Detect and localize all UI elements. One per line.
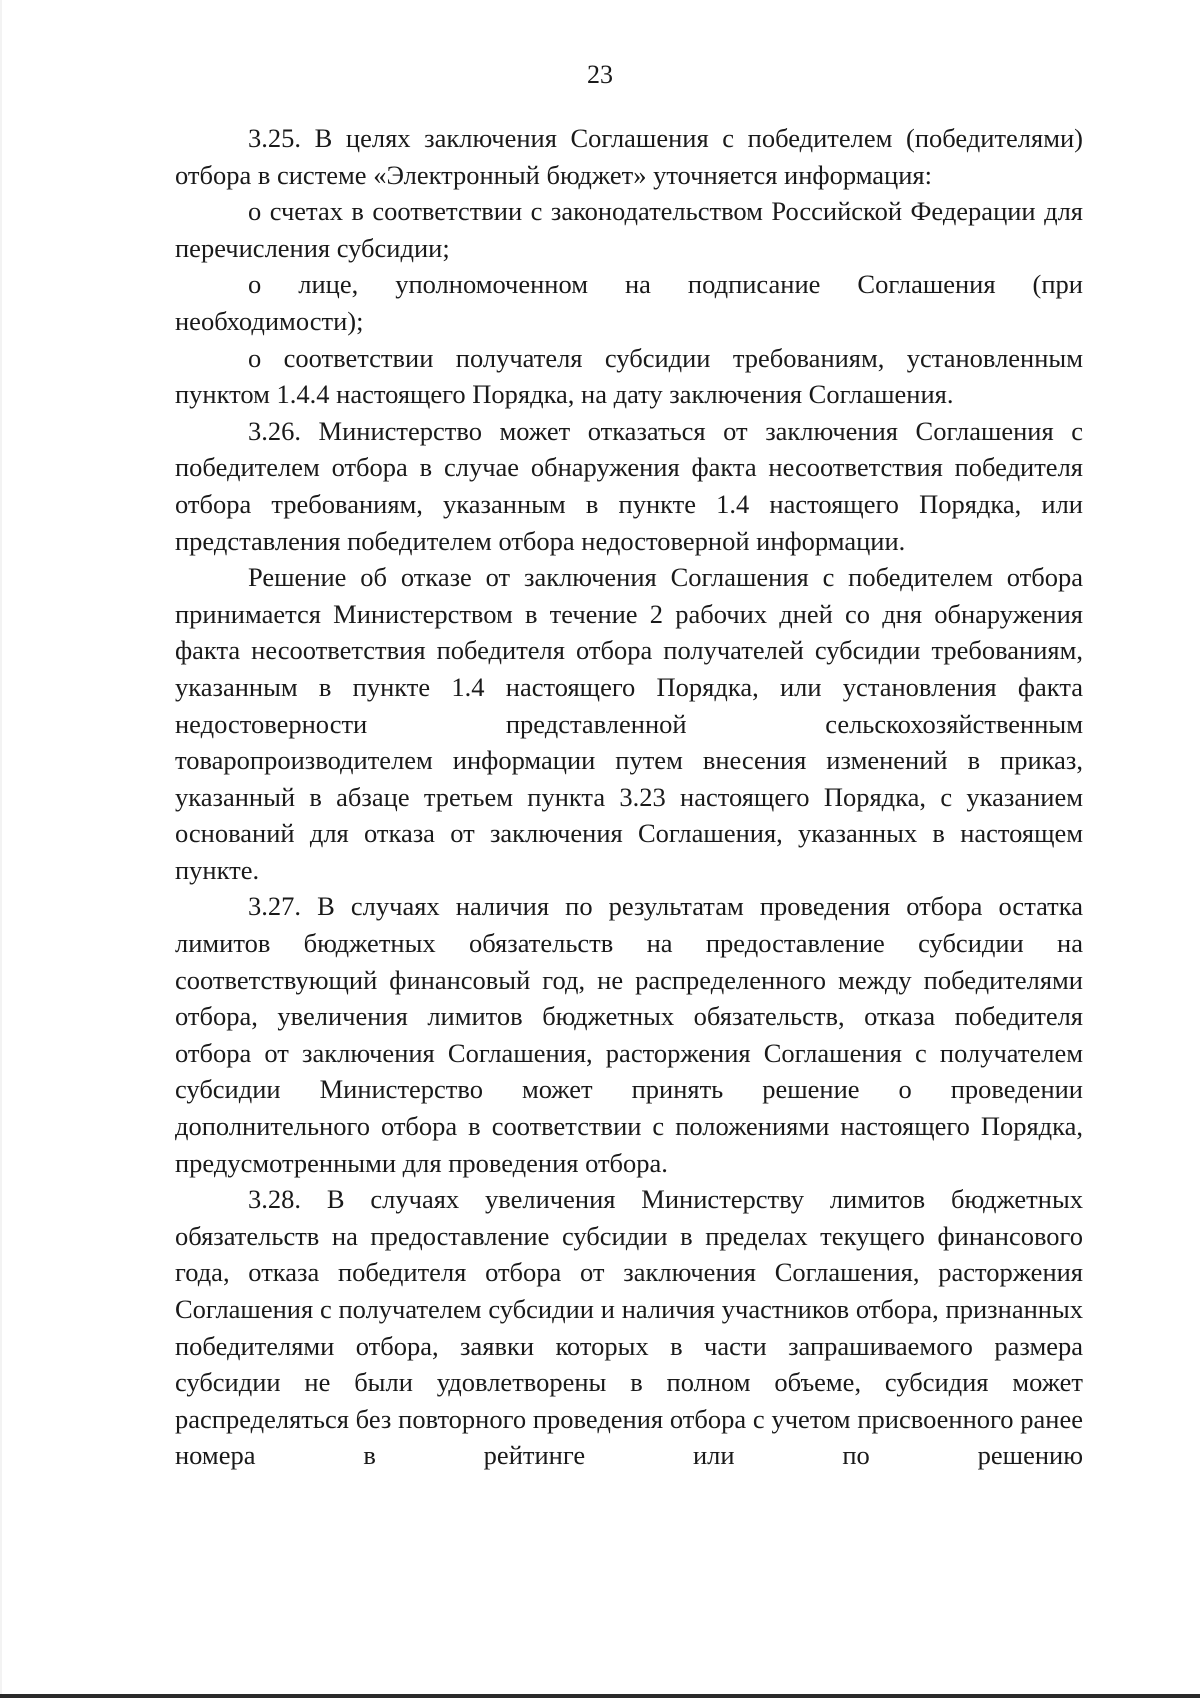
- paragraph-refusal-decision: Решение об отказе от заключения Соглашения с победителем отбора принимается Министерством в течение 2 рабочих дней со дня обнаружения факта несоответствия победителя отбора получателей субсидии требованиям, указанным в пункте 1.4 настоящего Порядка, или установления факта недостоверности представленной сельскохозяйственным товаропроизводителем информации путем внесения изменений в приказ, указанный в абзаце третьем пункта 3.23 настоящего Порядка, с указанием оснований для отказа от заключения Соглашения, указанных в настоящем пункте.: [175, 562, 1083, 885]
- scan-edge: [0, 0, 2, 1698]
- document-body: [175, 120, 1083, 1474]
- paragraph-3-27: 3.27. В случаях наличия по результатам проведения отбора остатка лимитов бюджетных обязательств на предоставление субсидии на соответствующий финансовый год, не распределенного между победителями отбора, увеличения лимитов бюджетных обязательств, отказа победителя отбора от заключения Соглашения, расторжения Соглашения с получателем субсидии Министерство может принять решение о проведении дополнительного отбора в соответствии с положениями настоящего Порядка, предусмотренными для проведения отбора.: [175, 891, 1083, 1178]
- paragraph-compliance: о соответствии получателя субсидии требованиям, установленным пунктом 1.4.4 настоящего Порядка, на дату заключения Соглашения.: [175, 342, 1083, 410]
- page-bottom-edge: [0, 1694, 1200, 1698]
- paragraph-authorized-person: о лице, уполномоченном на подписание Соглашения (при необходимости);: [175, 269, 1083, 336]
- page-number: 23: [587, 60, 613, 89]
- paragraph-3-26: 3.26. Министерство может отказаться от заключения Соглашения с победителем отбора в случае обнаружения факта несоответствия победителя отбора требованиям, указанным в пункте 1.4 настоящего Порядка, или представления победителем отбора недостоверной информации.: [175, 415, 1083, 556]
- paragraph-3-28: 3.28. В случаях увеличения Министерству лимитов бюджетных обязательств на предоставление субсидии в пределах текущего финансового года, отказа победителя отбора от заключения Соглашения, расторжения Соглашения с получателем субсидии и наличия участников отбора, признанных победителями отбора, заявки которых в части запрашиваемого размера субсидии не были удовлетворены в полном объеме, субсидия может распределяться без повторного проведения отбора с учетом присвоенного ранее номера в рейтинге или по решению: [175, 1184, 1083, 1471]
- paragraph-accounts: о счетах в соответствии с законодательством Российской Федерации для перечисления субсидии;: [175, 196, 1083, 263]
- paragraph-3-25: 3.25. В целях заключения Соглашения с победителем (победителями) отбора в системе «Электронный бюджет» уточняется информация:: [175, 123, 1083, 190]
